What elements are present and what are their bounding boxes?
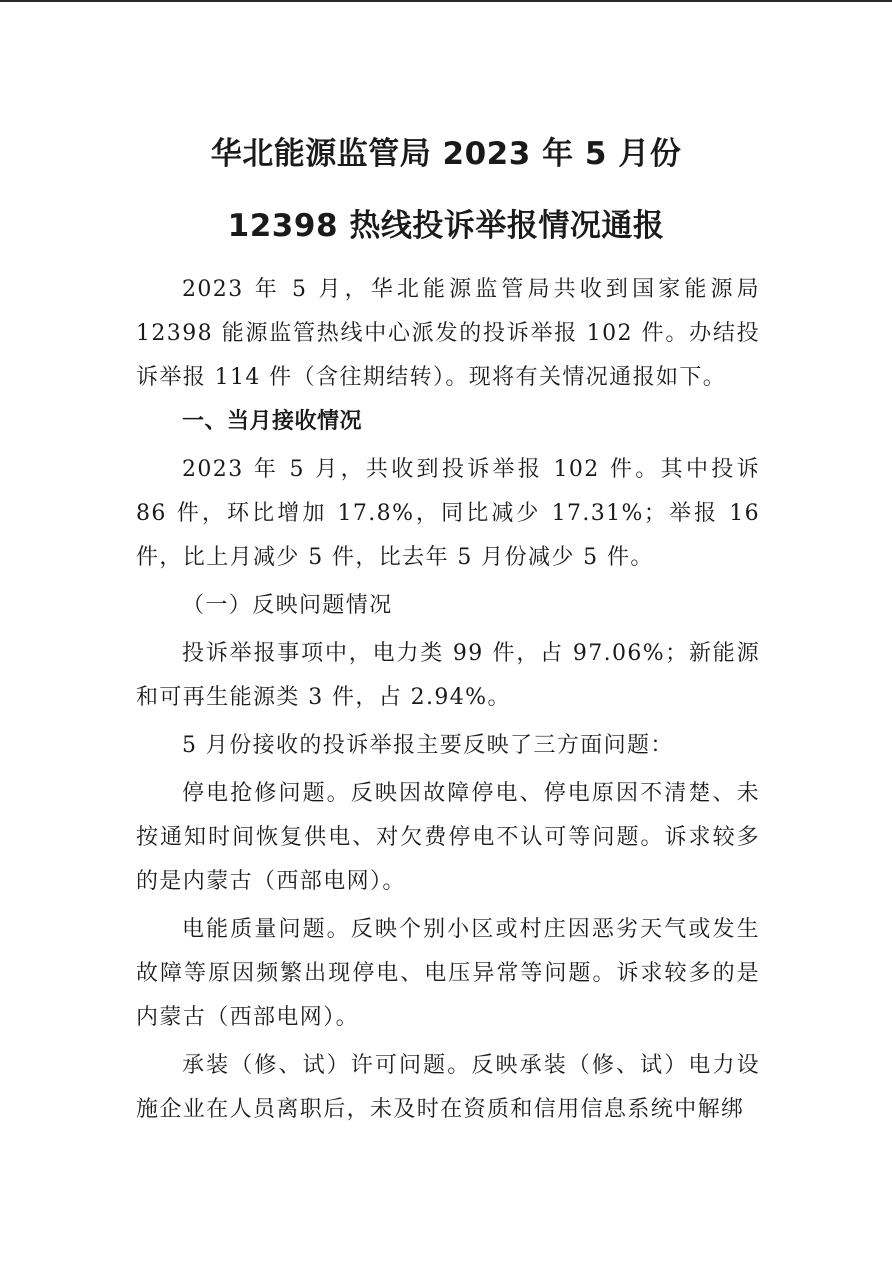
subsection-heading-issues: （一）反映问题情况 (182, 593, 393, 618)
power-quality-paragraph: 电能质量问题。反映个别小区或村庄因恶劣天气或发生故障等原因频繁出现停电、电压异常等问题。诉求较多的是内蒙古（西部电网）。 (136, 917, 760, 1030)
monthly-receipt-paragraph: 2023 年 5 月，共收到投诉举报 102 件。其中投诉 86 件，环比增加 17.8%，同比减少 17.31%；举报 16 件，比上月减少 5 件，比去年 5 月份减少 5 件。 (136, 457, 760, 570)
licensing-paragraph: 承装（修、试）许可问题。反映承装（修、试）电力设施企业在人员离职后，未及时在资质和信用信息系统中解绑 (136, 1053, 760, 1122)
document-body (136, 268, 760, 1132)
document-title-line-1: 华北能源监管局 2023 年 5 月份 (210, 136, 682, 172)
document-title-line-2: 12398 热线投诉举报情况通报 (227, 208, 665, 244)
section-heading-monthly-receipt: 一、当月接收情况 (182, 409, 363, 434)
page-top-border (0, 0, 892, 2)
issues-summary-paragraph: 5 月份接收的投诉举报主要反映了三方面问题： (182, 733, 674, 758)
category-breakdown-paragraph: 投诉举报事项中，电力类 99 件，占 97.06%；新能源和可再生能源类 3 件，占 2.94%。 (136, 641, 760, 710)
intro-paragraph: 2023 年 5 月，华北能源监管局共收到国家能源局 12398 能源监管热线中心派发的投诉举报 102 件。办结投诉举报 114 件（含往期结转）。现将有关情况通报如下。 (136, 277, 760, 390)
outage-repair-paragraph: 停电抢修问题。反映因故障停电、停电原因不清楚、未按通知时间恢复供电、对欠费停电不认可等问题。诉求较多的是内蒙古（西部电网）。 (136, 781, 760, 894)
